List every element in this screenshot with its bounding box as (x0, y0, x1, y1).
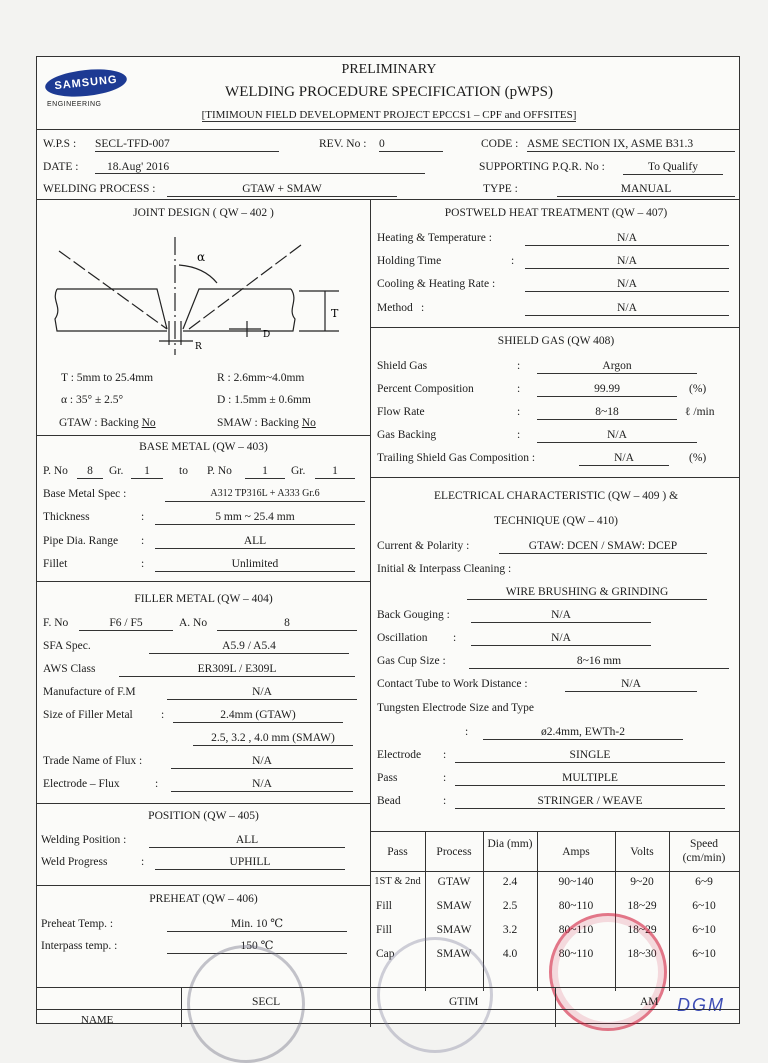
preheat-title: PREHEAT (QW – 406) (149, 893, 258, 905)
divider (37, 199, 739, 200)
to-label: to (179, 465, 188, 477)
gr1-value: 1 (131, 464, 163, 479)
smaw-backing-value: No (301, 417, 316, 429)
table-cell: 2.5 (502, 900, 518, 912)
pqr-value: To Qualify (623, 160, 723, 175)
wpos-label: Welding Position : (41, 834, 127, 846)
current-value: GTAW: DCEN / SMAW: DCEP (499, 539, 707, 554)
pno2-value: 1 (245, 464, 285, 479)
table-cell: 4.0 (502, 948, 518, 960)
tungsten-label: Tungsten Electrode Size and Type (377, 702, 534, 714)
table-cell: 1ST & 2nd (374, 876, 421, 887)
holding-label: Holding Time (377, 255, 442, 267)
wps-label: W.P.S : (43, 138, 77, 150)
table-cell: 18~30 (627, 948, 657, 960)
preheat-temp-value: Min. 10 ℃ (167, 917, 347, 932)
samsung-logo: SAMSUNG (44, 66, 128, 100)
d-range: D : 1.5mm ± 0.6mm (217, 394, 311, 406)
eflux-label: Electrode – Flux (43, 778, 120, 790)
trailing-label: Trailing Shield Gas Composition : (377, 452, 536, 464)
gouging-value: N/A (471, 608, 651, 623)
approval-stamp (549, 913, 667, 1031)
size-value-gtaw: 2.4mm (GTAW) (173, 708, 343, 723)
pwht-title: POSTWELD HEAT TREATMENT (QW – 407) (444, 207, 668, 219)
table-cell: SMAW (436, 924, 472, 936)
base-spec-value: A312 TP316L + A333 Gr.6 (165, 487, 365, 502)
flow-label: Flow Rate (377, 406, 425, 418)
aws-value: ER309L / E309L (119, 662, 355, 677)
backing-value: N/A (537, 428, 697, 443)
table-cell: SMAW (436, 900, 472, 912)
pass-label: Pass (377, 772, 398, 784)
date-label: DATE : (43, 161, 79, 173)
sketch-d-label: D (263, 330, 271, 340)
table-cell: 6~10 (692, 900, 716, 912)
technique-title: TECHNIQUE (QW – 410) (493, 515, 619, 527)
column-divider (181, 987, 182, 1027)
handwritten-signature: DGM (677, 995, 725, 1015)
table-cell: Fill (376, 900, 392, 912)
wps-value: SECL-TFD-007 (95, 137, 279, 152)
gtaw-backing-label: GTAW : Backing (59, 417, 139, 429)
interpass-label: Interpass temp. : (41, 940, 118, 952)
current-label: Current & Polarity : (377, 540, 470, 552)
cooling-label: Cooling & Heating Rate : (377, 278, 496, 290)
thickness-label: Thickness (43, 511, 90, 523)
shield-gas-title: SHIELD GAS (QW 408) (497, 335, 615, 347)
table-cell: 80~110 (558, 900, 594, 912)
table-cell: 6~10 (692, 924, 716, 936)
divider (370, 327, 740, 328)
table-cell: Fill (376, 924, 392, 936)
cleaning-value: WIRE BRUSHING & GRINDING (467, 585, 707, 600)
table-cell: 90~140 (558, 876, 594, 888)
prog-label: Weld Progress (41, 856, 108, 868)
method-label: Method (377, 302, 413, 314)
divider (370, 477, 740, 478)
table-header: Dia (mm) (487, 838, 533, 850)
title-preliminary: PRELIMINARY (341, 62, 437, 77)
table-cell: Cap (376, 948, 395, 960)
logo-subtitle: ENGINEERING (47, 101, 102, 108)
smaw-backing-label: SMAW : Backing (217, 417, 299, 429)
prog-value: UPHILL (155, 855, 345, 870)
comp-value: 99.99 (537, 382, 677, 397)
pno-label: P. No (43, 465, 68, 477)
column-divider (555, 987, 556, 1027)
table-cell: 18~29 (627, 900, 657, 912)
r-range: R : 2.6mm~4.0mm (217, 372, 305, 384)
pqr-label: SUPPORTING P.Q.R. No : (479, 161, 605, 173)
pass-value: MULTIPLE (455, 771, 725, 786)
flow-unit: ℓ /min (685, 406, 715, 418)
ctwd-label: Contact Tube to Work Distance : (377, 678, 528, 690)
filler-metal-title: FILLER METAL (QW – 404) (134, 593, 273, 605)
fno-label: F. No (43, 617, 69, 629)
table-cell: 6~10 (692, 948, 716, 960)
process-label: WELDING PROCESS : (43, 183, 156, 195)
joint-design-sketch (49, 225, 359, 355)
title-wps: WELDING PROCEDURE SPECIFICATION (pWPS) (225, 84, 553, 100)
date-value: 18.Aug' 2016 (95, 160, 425, 174)
table-cell: 18~29 (627, 924, 657, 936)
bead-value: STRINGER / WEAVE (455, 794, 725, 809)
code-value: ASME SECTION IX, ASME B31.3 (527, 137, 735, 152)
divider (37, 129, 739, 130)
ano-value: 8 (217, 616, 357, 631)
table-header: Speed (cm/min) (682, 838, 726, 864)
wps-sheet: SAMSUNG ENGINEERING PRELIMINARY WELDING PROCEDURE SPECIFICATION (pWPS) [TIMIMOUN FIELD DEVELOPMENT PROJECT EPCCS1 – CPF and OFFSITES] W.P.S : SECL-TFD-007 REV. No : 0 CODE : ASME SECTION IX, ASME B31.3 DATE : 18.Aug' 2016 SUPPORTING P.Q.R. No : To Qualify WELDING PROCESS : GTAW + SMAW TYPE : MANUAL JOINT DESIGN ( QW – 402 ) α T R D T : 5mm to 25.4mm R : 2.6mm~4.0mm α : 35° ± 2.5° D : 1.5mm ± 0.6mm GTAW : Backing No SMAW : Backing No BASE METAL (QW – 403) P. No 8 Gr. 1 to P. No 1 Gr. 1 Base Metal Spec : A312 TP316L + A333 Gr.6 Thickness : 5 mm ~ 25.4 mm Pipe Dia. Range : ALL Fillet : Unlimited FILLER METAL (QW – 404) F. No F6 / F5 A. No 8 SFA Spec. A5.9 / A5.4 AWS Class ER309L / E309L Manufacture of F.M N/A Size of Filler Metal : 2.4mm (GTAW) 2.5, 3.2 , 4.0 mm (SMAW) Trade Name of Flux : N/A Electrode – Flux : N/A POSITION (QW – 405) Welding Position : ALL Weld Progress : UPHILL PREHEAT (QW – 406) Preheat Temp. : Min. 10 ℃ Interpass temp. : 150 ℃ POSTWELD HEAT TREATMENT (QW – 407) Heating & Temperature : N/A Holding Time : N/A Cooling & Heating Rate : N/A Method : N/A SHIELD GAS (QW 408) Shield Gas : Argon Percent Composition : 99.99 (%) Flow Rate : 8~18 ℓ /min Gas Backing : N/A Trailing Shield Gas Composition : N/A (%) ELECTRICAL CHARACTERISTIC (QW – 409 ) & TECHNIQUE (QW – 410) Current & Polarity : GTAW: DCEN / SMAW: DCEP Initial & Interpass Cleaning : WIRE BRUSHING & GRINDING Back Gouging : N/A Oscillation : N/A Gas Cup Size : 8~16 mm Contact Tube to Work Distance : N/A Tungsten Electrode Size and Type : ø2.4mm, EWTh-2 Electrode : SINGLE Pass : MULTIPLE Bead : STRINGER / WEAVE Pass Process Dia (mm) Amps Volts Speed (cm/min) 1ST & 2nd GTAW 2.4 90~140 9~20 6~9 Fill SMAW 2.5 80~110 18~29 6~10 Fill SMAW 3.2 80~110 18~29 6~10 Cap SMAW 4.0 80~110 18~30 6~10 SECL GTIM AM DGM NAME (36, 56, 740, 1024)
fillet-label: Fillet (43, 558, 68, 570)
method-value: N/A (525, 301, 729, 316)
divider (37, 987, 739, 988)
divider (37, 435, 370, 436)
table-header: Amps (562, 846, 590, 858)
t-range: T : 5mm to 25.4mm (61, 372, 154, 384)
table-cell: 3.2 (502, 924, 518, 936)
base-metal-title: BASE METAL (QW – 403) (139, 441, 268, 453)
size-value-smaw: 2.5, 3.2 , 4.0 mm (SMAW) (193, 731, 353, 746)
ano-label: A. No (179, 617, 208, 629)
table-cell: 6~9 (695, 876, 713, 888)
joint-design-title: JOINT DESIGN ( QW – 402 ) (133, 207, 274, 219)
size-label: Size of Filler Metal (43, 709, 133, 721)
preheat-temp-label: Preheat Temp. : (41, 918, 114, 930)
table-header: Process (436, 846, 472, 858)
manuf-label: Manufacture of F.M (43, 686, 136, 698)
flux-value: N/A (171, 754, 353, 769)
project-name-text: [TIMIMOUN FIELD DEVELOPMENT PROJECT EPCCS1 – CPF and OFFSITES] (201, 109, 577, 121)
thickness-value: 5 mm ~ 25.4 mm (155, 510, 355, 525)
divider (37, 581, 370, 582)
fillet-value: Unlimited (155, 557, 355, 572)
process-value: GTAW + SMAW (167, 182, 397, 197)
trailing-value: N/A (579, 451, 669, 466)
sketch-r-label: R (195, 342, 202, 352)
manuf-value: N/A (167, 685, 357, 700)
footer-gtim: GTIM (449, 996, 479, 1008)
wpos-value: ALL (149, 833, 345, 848)
type-value: MANUAL (557, 182, 735, 197)
rev-value: 0 (379, 137, 443, 152)
fno-value: F6 / F5 (79, 616, 173, 631)
gouging-label: Back Gouging : (377, 609, 450, 621)
sketch-alpha-label: α (197, 250, 206, 264)
company-stamp (187, 945, 305, 1063)
flow-value: 8~18 (537, 405, 677, 420)
gas-value: Argon (537, 359, 697, 374)
tungsten-value: ø2.4mm, EWTh-2 (483, 725, 683, 740)
sketch-t-label: T (331, 307, 339, 320)
comp-unit: (%) (689, 383, 707, 395)
gr-label-2: Gr. (291, 465, 306, 477)
pipe-value: ALL (155, 534, 355, 549)
table-cell: 9~20 (630, 876, 654, 888)
project-name (37, 109, 741, 121)
bead-label: Bead (377, 795, 401, 807)
type-label: TYPE : (483, 183, 518, 195)
pno1-value: 8 (77, 464, 103, 479)
divider (37, 885, 370, 886)
position-title: POSITION (QW – 405) (148, 810, 259, 822)
sfa-label: SFA Spec. (43, 640, 91, 652)
ctwd-value: N/A (565, 677, 697, 692)
smaw-backing (217, 416, 316, 430)
oscillation-value: N/A (471, 631, 651, 646)
interpass-value: 150 ℃ (167, 939, 347, 954)
code-label: CODE : (481, 138, 519, 150)
footer-secl: SECL (252, 996, 281, 1008)
comp-label: Percent Composition (377, 383, 474, 395)
table-cell: 2.4 (502, 876, 518, 888)
heating-label: Heating & Temperature : (377, 232, 492, 244)
table-cell: 80~110 (558, 948, 594, 960)
gtaw-backing (59, 416, 156, 430)
rev-label: REV. No : (319, 138, 367, 150)
table-header: Volts (630, 846, 654, 858)
electrode-value: SINGLE (455, 748, 725, 763)
eflux-value: N/A (171, 777, 353, 792)
cooling-value: N/A (525, 277, 729, 292)
footer-am: AM (640, 996, 659, 1008)
gr-label: Gr. (109, 465, 124, 477)
gtaw-backing-value: No (141, 417, 156, 429)
pno-label-2: P. No (207, 465, 232, 477)
table-cell: 80~110 (558, 924, 594, 936)
name-label: NAME (81, 1014, 114, 1026)
base-spec-label: Base Metal Spec : (43, 488, 127, 500)
alpha-range: α : 35° ± 2.5° (61, 394, 124, 406)
divider (37, 803, 370, 804)
electrical-title: ELECTRICAL CHARACTERISTIC (QW – 409 ) & (433, 490, 679, 502)
table-cell: SMAW (436, 948, 472, 960)
oscillation-label: Oscillation (377, 632, 428, 644)
cup-label: Gas Cup Size : (377, 655, 446, 667)
holding-value: N/A (525, 254, 729, 269)
aws-label: AWS Class (43, 663, 96, 675)
trailing-unit: (%) (689, 452, 707, 464)
column-divider (370, 987, 371, 1027)
pipe-label: Pipe Dia. Range (43, 535, 119, 547)
cleaning-label: Initial & Interpass Cleaning : (377, 563, 512, 575)
flux-label: Trade Name of Flux : (43, 755, 143, 767)
gas-label: Shield Gas (377, 360, 428, 372)
heating-value: N/A (525, 231, 729, 246)
gr2-value: 1 (315, 464, 355, 479)
table-header: Pass (387, 846, 408, 858)
sfa-value: A5.9 / A5.4 (149, 639, 349, 654)
divider (37, 1009, 739, 1010)
backing-label: Gas Backing (377, 429, 437, 441)
electrode-label: Electrode (377, 749, 422, 761)
cup-value: 8~16 mm (469, 654, 729, 669)
table-cell: GTAW (437, 876, 471, 888)
